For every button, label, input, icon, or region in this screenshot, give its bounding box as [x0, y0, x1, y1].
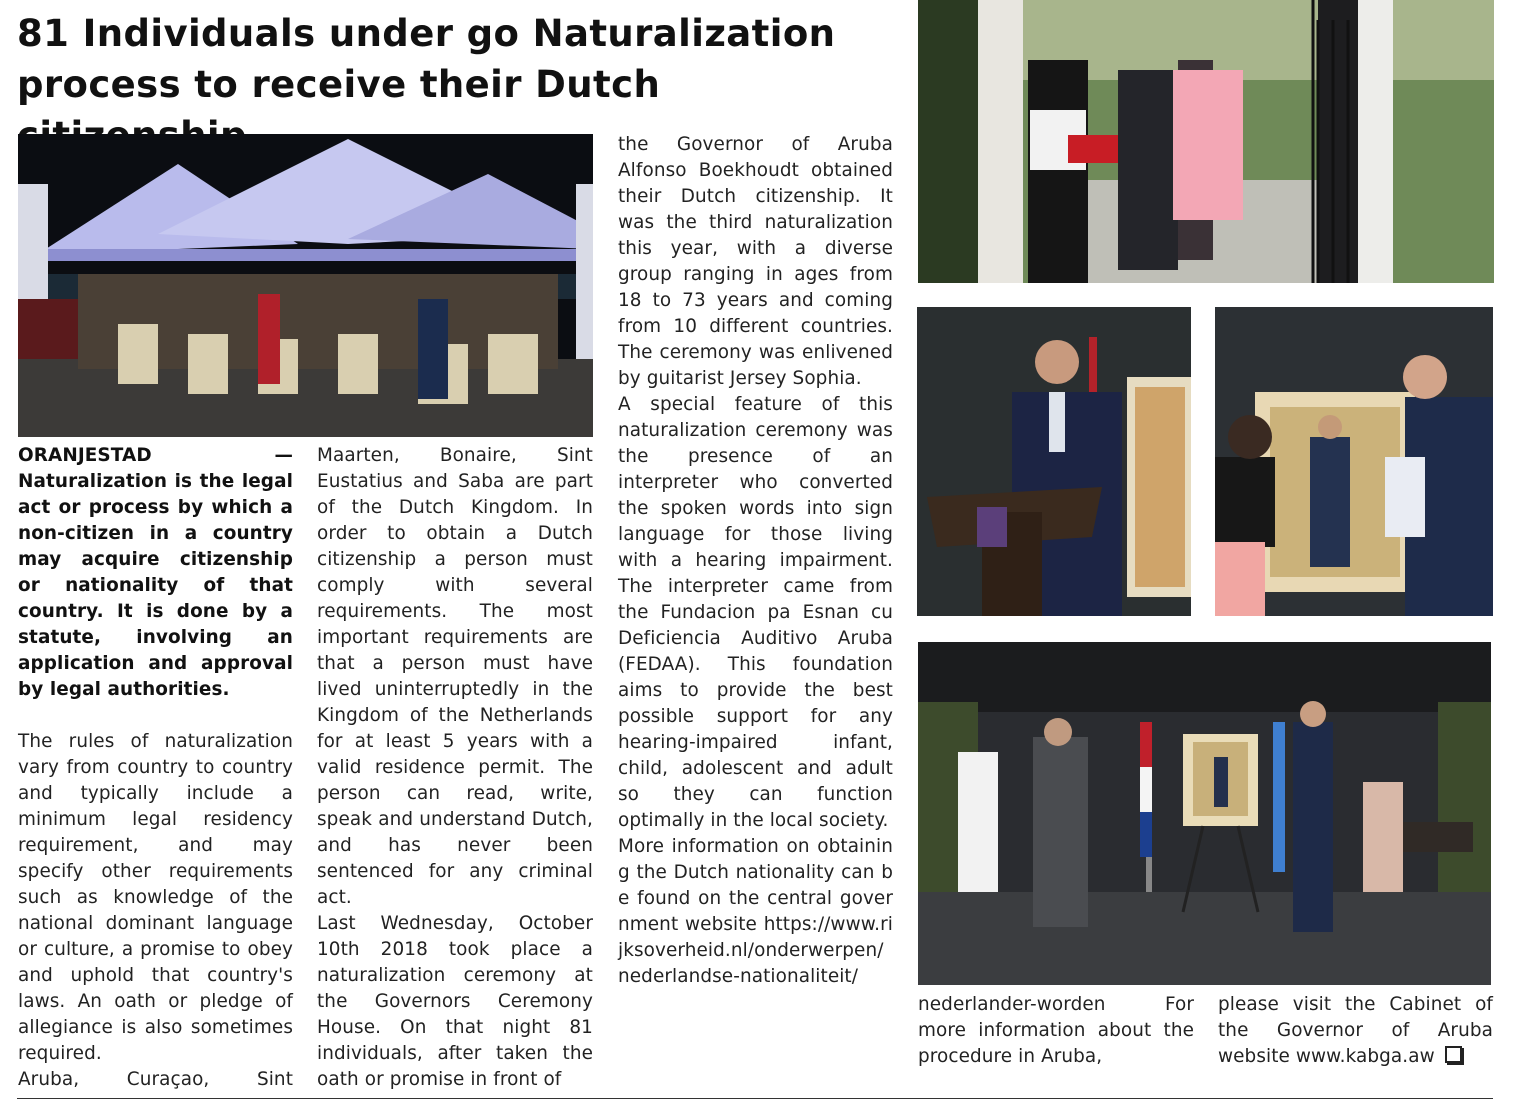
body-paragraph-islands-start: Aruba, Curaçao, Sint — [18, 1069, 293, 1090]
article-column-3 — [618, 132, 893, 990]
body-paragraph-governor: the Governor of Aruba Alfonso Boekhoudt obtained their Dutch citizenship. It was the third naturalization this year, with a diverse group ranging in ages from 18 to 73 years and coming from 10 different countries. The ceremony was enlivened by guitarist Jersey Sophia. — [618, 134, 893, 389]
body-paragraph-cabinet: please visit the Cabinet of the Governor of Aruba website www.kabga.aw — [1218, 994, 1493, 1067]
article-column-1 — [18, 443, 293, 1093]
body-paragraph-requirements: Maarten, Bonaire, Sint Eustatius and Saba are part of the Dutch Kingdom. In order to obtain a Dutch citizenship a person must comply with several requirements. The most important requirements are that a person must have lived uninterruptedly in the Kingdom of the Netherlands for at least 5 years with a valid residence permit. The person can read, write, speak and understand Dutch, and has never been sentenced for any criminal act. — [317, 445, 593, 908]
bottom-rule — [17, 1098, 1493, 1099]
photo-oath-stage — [918, 642, 1491, 985]
photo-gate-procession — [918, 0, 1494, 283]
end-of-article-mark — [1445, 1046, 1462, 1063]
body-paragraph-rules: The rules of naturalization vary from country to country and typically include a minimum legal residency requirement, and may specify other requirements such as knowledge of the national dominant language or culture, a promise to obey and uphold that country's laws. An oath or pledge of allegiance is also sometimes required. — [18, 731, 293, 1064]
article-column-2 — [317, 443, 593, 1093]
article-headline: 81 Individuals under go Naturalization process to receive their Dutch — [17, 12, 836, 106]
article-column-4 — [918, 992, 1194, 1070]
photo-handshake-portrait — [1215, 307, 1493, 616]
body-paragraph-procedure: nederlander-worden For more information about the procedure in Aruba, — [918, 994, 1194, 1067]
photo-tent-ceremony — [18, 134, 593, 437]
article-column-5 — [1218, 992, 1493, 1070]
body-paragraph-ceremony: Last Wednesday, October 10th 2018 took place a naturalization ceremony at the Governors Ceremony House. On that night 81 individuals, after taken the oath or promise in front of — [317, 913, 593, 1090]
body-paragraph-more-info: More information on obtaining the Dutch nationality can be found on the central government website https://www.rijksoverheid.nl/onderwerpen/nederlandse-nationaliteit/ — [618, 836, 893, 987]
lead-paragraph: ORANJESTAD — Naturalization is the legal act or process by which a non-citizen in a country may acquire citizenship or nationality of that country. It is done by a statute, involving an application and approval by legal authorities. — [18, 445, 293, 700]
photo-governor-lectern — [917, 307, 1191, 616]
body-paragraph-interpreter: A special feature of this naturalization ceremony was the presence of an interpreter who converted the spoken words into sign language for those living with a hearing impairment. The interpreter came from the Fundacion pa Esnan cu Deficiencia Auditivo Aruba (FEDAA). This foundation aims to provide the best possible support for any hearing-impaired infant, child, adolescent and adult so they can function optimally in the local society. — [618, 394, 893, 831]
